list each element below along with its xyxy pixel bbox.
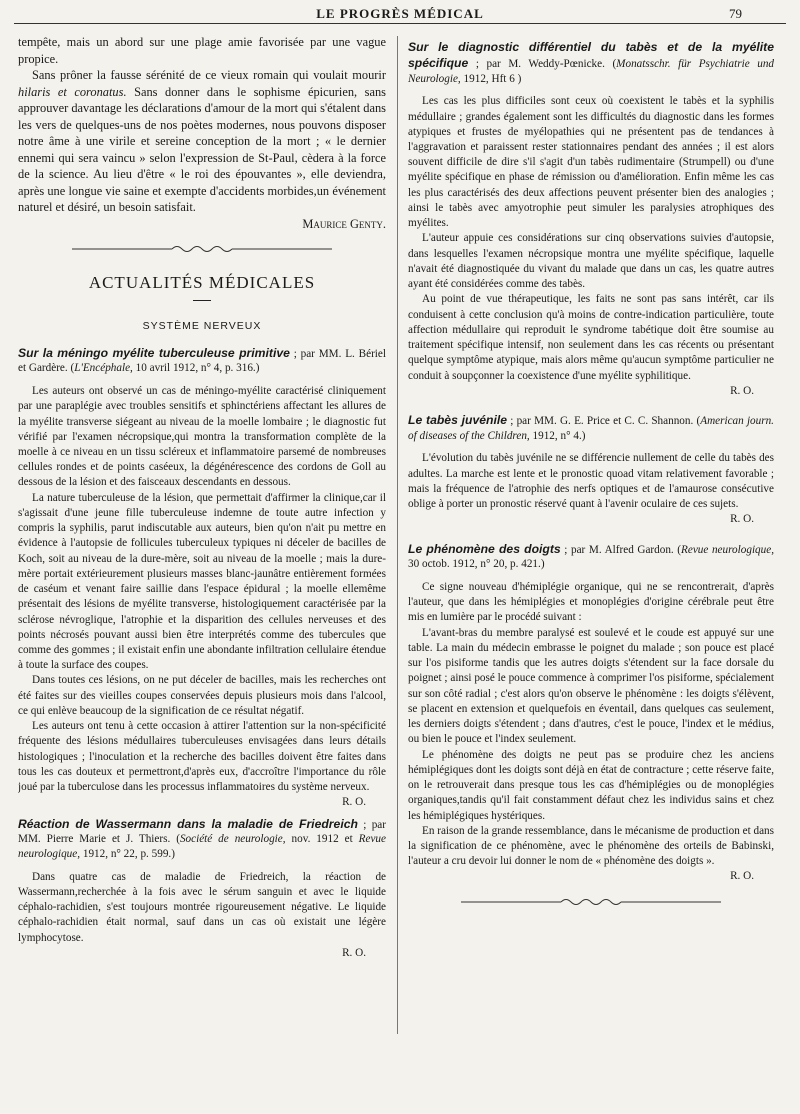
essay-text: Sans prôner la fausse sérénité de ce vieux romain qui voulait mourir (32, 68, 386, 82)
right-column (408, 34, 774, 1100)
essay-signature: Maurice Genty. (302, 216, 386, 231)
article-paragraph: Les auteurs ont tenu à cette occasion à attirer l'attention sur la non-spécificité fréquente des lésions médullaires tuberculeuses envisagées dans leurs détails histologiques ; l'inoculation et la recherche des bacilles doivent être faites dans tous les cas douteux et permettront,d'après eux, d'accroître l'importance du rôle joué par la tuberculose dans les processus inflammatoires du système nerveux. (18, 720, 386, 794)
article-paragraph: Les auteurs ont observé un cas de méningo-myélite caractérisé cliniquement par une paraplégie avec troubles sensitifs et sphinctériens affectant les allures de la myélite transverse siégeant au niveau de la moelle lombaire ; le diagnostic fut vérifié par l'examen nécropsique,qui montra la transformation complète de la moelle à ce niveau en un tissu scléreux et inflammatoire parsemé de nombreuses cellules rondes et de points caséeux, la dégénérescence des cordons de Goll au dessous de la lésion et des faisceaux descendants en dessous. (18, 385, 386, 489)
article-heading (18, 346, 386, 376)
article (408, 542, 774, 885)
page-header (18, 4, 782, 24)
article-initials: R. O. (730, 513, 754, 526)
article-paragraph: Ce signe nouveau d'hémiplégie organique, qui ne se rencontrerait, d'après l'auteur, que dans les hémiplégies et monoplégies d'origine cérébrale peut être mis en lumière par le procédé suivant : (408, 580, 774, 624)
header-rule (14, 23, 786, 24)
article-initials: R. O. (342, 796, 366, 809)
article-reference-tail: nov. 1912 et (285, 833, 359, 846)
article-heading (408, 413, 774, 443)
article-reference: Revue neurologique, (681, 543, 774, 556)
flourish-divider (408, 897, 774, 912)
article (18, 346, 386, 811)
article-title: Réaction de Wassermann dans la maladie de Friedreich (18, 816, 358, 831)
article-authors: ; par MM. Pierre Marie et J. Thiers. ( (18, 818, 386, 846)
column-divider (397, 36, 398, 1034)
article-initials: R. O. (730, 870, 754, 883)
article-authors: ; par MM. L. Bériel et Gardère. ( (18, 347, 386, 375)
article-paragraph: La nature tuberculeuse de la lésion, que permettait d'affirmer la clinique,car il s'agissait d'une jeune fille tuberculeuse indemne de toute autre infection y compris la syphilis, parut indiscutable aux auteurs, bien qu'on n'ait pu mettre en évidence à l'autopsie de follicules tuberculeux typiques ni déceler de bacilles de Koch, soit au niveau de la dure-mère, soit au niveau de la moelle ; mais la dure-mère portait extérieurement plusieurs masses blanc-jaunâtre entièrement formées de caséum et venant faire saillie dans l'espace épidural ; la moelle ellemême présentait des lésions de myélite transverse, histologiquement caractérisée par la sclérose névroglique, l'atrophie et la disparition des cellules nerveuses et des points nécrosés pouvant aussi bien être interprétés comme des tubercules que comme des gommes ; il existait enfin une abondante infiltration cellulaire étendue à toute la surface des coupes. (18, 491, 386, 672)
article-paragraph: Le phénomène des doigts ne peut pas se produire chez les anciens hémiplégiques dont les doigts sont déjà en état de contracture ; cette réserve faite, on le retrouverait dans presque tous les cas d'hémiplégies ou de monoplégies organiques,tandis qu'il fait constamment défaut chez les individus sains et chez les hémiplégiques hystériques. (408, 748, 774, 822)
article-paragraph: L'avant-bras du membre paralysé est soulevé et le coude est appuyé sur une table. La main du médecin embrasse le poignet du malade ; son pouce est placé sur l'os pisiforme tandis que les autres doigts s'étendent sur la face dorsale du poignet ; ainsi posé le pouce commence à comprimer l'os pisiforme, spécialement sur son côté radial ; c'est alors qu'on observe le phénomène : les doigts s'élèvent, se placent en extension et quelquefois en éventail, dans quelques cas seulement, les derniers doigts s'étendent ; dans d'autres, c'est le pouce, l'index et le médius, ou bien le pouce et l'index seulement. (408, 626, 774, 746)
article-reference: Revue neurologique, (18, 833, 386, 861)
essay-paragraph: tempête, mais un abord sur une plage amie favorisée par une vague propice. (18, 35, 386, 66)
essay-paragraph (18, 67, 386, 216)
article-authors: ; par M. Weddy-Pœnicke. ( (468, 57, 617, 70)
article-reference: L'Encéphale, (74, 362, 133, 375)
essay-latin-quote: hilaris et coronatus. (18, 84, 127, 99)
article (408, 40, 774, 399)
article-reference-tail: 10 avril 1912, n° 4, p. 316.) (132, 362, 260, 375)
page-number: 79 (729, 6, 742, 21)
article-reference-tail: 30 octob. 1912, n° 20, p. 421.) (408, 558, 545, 571)
essay-text: Sans donner dans le sophisme épicurien, sans approuver davantage les déclarations d'amour de la mort qui s'étalent dans les vers de quelques-uns de nos poètes modernes, nous pouvons disposer notre âme à une virile et sereine conception de la mort ; « le dernier ennemi qui sera vaincu » selon l'expression de St-Paul, cèdera à la force de la science. Au lieu d'être « le roi des épouvantes », elle deviendra, après une longue vie saine et exempte d'accidents morbides,un événement naturel et désiré, un besoin satisfait. (18, 84, 386, 214)
article-paragraph: Dans toutes ces lésions, on ne put déceler de bacilles, mais les recherches ont été faites sur des vieilles coupes conservées depuis plusieurs mois dans l'alcool, ce qui enlève beaucoup de la signification de ce résultat négatif. (18, 674, 386, 717)
article-initials: R. O. (342, 946, 366, 959)
article-paragraph: En raison de la grande ressemblance, dans le mécanisme de production et dans la signification de ce phénomène, avec le phénomène des orteils de Babinski, l'auteur a cru devoir lui donner le nom de « phénomène des doigts ». (408, 824, 774, 868)
article-reference: Société de neurologie, (179, 833, 286, 846)
article-initials: R. O. (730, 384, 754, 397)
article-title: Le tabès juvénile (408, 412, 508, 427)
essay-conclusion (18, 34, 386, 232)
article-paragraph: L'évolution du tabès juvénile ne se différencie nullement de celle du tabès des adultes. La marche est lente et le pronostic quoad vitam relativement favorable ; mais la fréquence de l'atrophie des nerfs optiques et de l'amaurose consécutive oblige à porter un pronostic réservé quant à l'avenir oculaire de ces sujets. (408, 452, 774, 511)
article-authors: ; par M. Alfred Gardon. ( (560, 543, 682, 556)
article-heading (18, 817, 386, 862)
article-reference-tail: 1912, n° 4.) (529, 429, 586, 442)
left-column (18, 34, 386, 1100)
article (18, 817, 386, 961)
article-paragraph: Dans quatre cas de maladie de Friedreich, la réaction de Wassermann,recherchée à la fois avec le sérum sanguin et avec le liquide céphalo-rachidien, s'est toujours montrée rigoureusement négative. Le liquide céphalo-rachidien était normal, sauf dans un cas où existait une légère lymphocytose. (18, 870, 386, 944)
flourish-divider (18, 244, 386, 259)
article-title: Sur le diagnostic différentiel du tabès et de la myélite spécifique (408, 40, 774, 70)
article-title: Sur la méningo myélite tuberculeuse primitive (18, 345, 290, 360)
article-reference-tail: 1912, n° 22, p. 599.) (80, 848, 175, 861)
section-title: ACTUALITÉS MÉDICALES (88, 273, 316, 293)
article-reference: Monatsschr. für Psychiatrie und Neurologie, (408, 57, 774, 85)
article-reference: American journ. of diseases of the Children, (408, 414, 774, 442)
article-heading (408, 40, 774, 86)
subsection-title: SYSTÈME NERVEUX (142, 320, 262, 333)
article (408, 413, 774, 528)
article-paragraph: Au point de vue thérapeutique, les faits ne sont pas sans intérêt, car ils conduisent à cette conclusion qu'à moins de contre-indication particulière, toute affection médullaire qui reproduit le syndrome tabétique doit être soumise au traitement spécifique intensif, non seulement dans les cas récents ou présentant quelque symptôme atypique, mais alors même qu'aucun symptôme particulier ne conduit à soupçonner la coexistence d'une myélite syphilitique. (408, 293, 774, 382)
article-title: Le phénomène des doigts (408, 541, 561, 556)
section-dash (193, 300, 211, 301)
article-reference-tail: 1912, Hft 6 ) (460, 72, 522, 85)
article-paragraph: L'auteur appuie ces considérations sur cinq observations suivies d'autopsie, dans lesquelles l'examen nécropsique montra une myélite spécifique, laquelle n'avait été diagnostiquée du vivant du malade que dans un cas, les quatre autres ayant été considérées comme des tabès. (408, 232, 774, 291)
article-authors: ; par MM. G. E. Price et C. C. Shannon. ( (507, 414, 701, 427)
article-paragraph: Les cas les plus difficiles sont ceux où coexistent le tabès et la syphilis médullaire ; grandes également sont les difficultés du diagnostic dans les formes atypiques et frustes de myélopathies qui ne présentent pas de tendances à l'aggravation et paraissent rester stationnaires pendant des années ; il est alors souvent difficile de dire s'il s'agit d'un tabès rudimentaire (Strumpell) ou d'une myélite spécifique en phase de rémission ou d'amélioration. Enfin même les cas les plus caractérisés des deux affections peuvent présenter bien des analogies ; ainsi le tabès avec amyotrophie peut simuler les paralysies atrophiques des myélites. (408, 95, 774, 230)
article-heading (408, 542, 774, 572)
journal-title: LE PROGRÈS MÉDICAL (316, 6, 484, 21)
